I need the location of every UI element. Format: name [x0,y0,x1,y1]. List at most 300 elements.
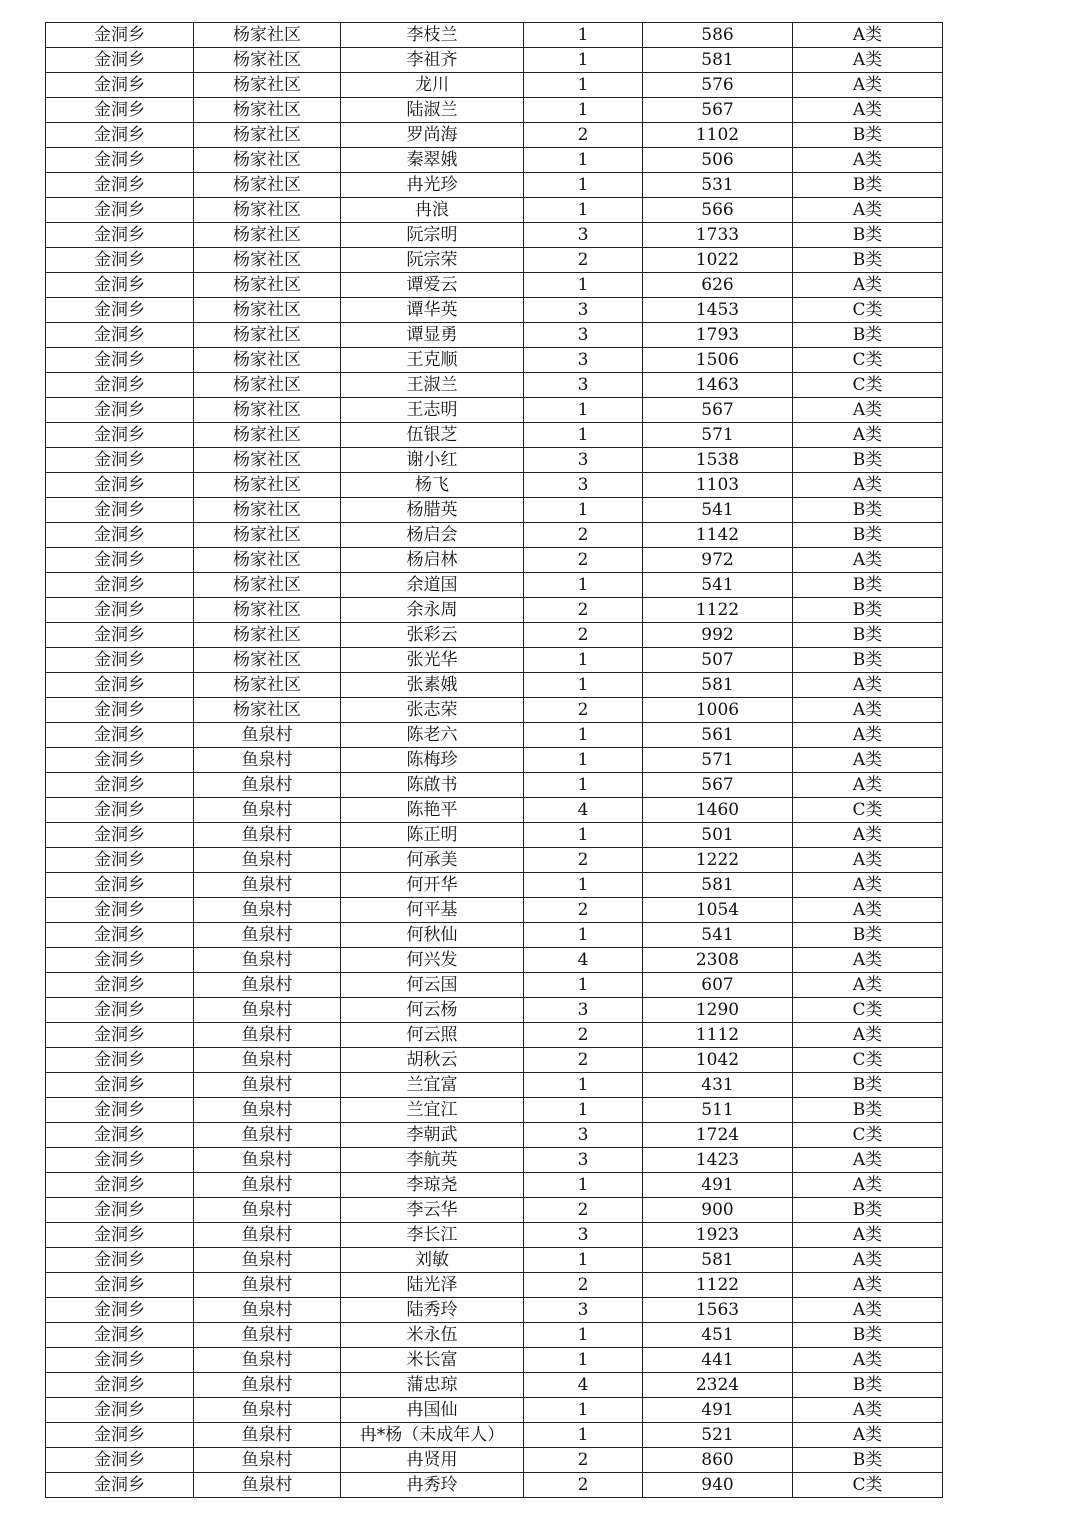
household-size-cell: 1 [524,1098,643,1123]
village-cell: 鱼泉村 [194,773,341,798]
household-size-cell: 1 [524,173,643,198]
household-size-cell: 3 [524,998,643,1023]
village-cell: 鱼泉村 [194,1298,341,1323]
name-cell: 冉*杨（未成年人） [341,1423,524,1448]
name-cell: 谢小红 [341,448,524,473]
name-cell: 秦翠娥 [341,148,524,173]
amount-cell: 1563 [643,1298,793,1323]
household-size-cell: 3 [524,1298,643,1323]
category-cell: B类 [793,1373,943,1398]
amount-cell: 1538 [643,448,793,473]
amount-cell: 501 [643,823,793,848]
table-row [46,223,943,248]
category-cell: A类 [793,1348,943,1373]
village-cell: 杨家社区 [194,73,341,98]
amount-cell: 860 [643,1448,793,1473]
table-row [46,723,943,748]
category-cell: B类 [793,498,943,523]
category-cell: C类 [793,998,943,1023]
category-cell: A类 [793,473,943,498]
household-size-cell: 1 [524,648,643,673]
category-cell: B类 [793,1448,943,1473]
household-size-cell: 2 [524,1448,643,1473]
category-cell: A类 [793,1023,943,1048]
category-cell: B类 [793,248,943,273]
household-size-cell: 1 [524,973,643,998]
amount-cell: 581 [643,673,793,698]
township-cell: 金洞乡 [46,1448,194,1473]
table-row [46,148,943,173]
village-cell: 杨家社区 [194,573,341,598]
village-cell: 鱼泉村 [194,1148,341,1173]
name-cell: 杨启会 [341,523,524,548]
township-cell: 金洞乡 [46,1223,194,1248]
household-size-cell: 1 [524,1248,643,1273]
township-cell: 金洞乡 [46,948,194,973]
amount-cell: 571 [643,423,793,448]
township-cell: 金洞乡 [46,123,194,148]
village-cell: 鱼泉村 [194,823,341,848]
household-size-cell: 2 [524,123,643,148]
household-size-cell: 2 [524,523,643,548]
township-cell: 金洞乡 [46,98,194,123]
township-cell: 金洞乡 [46,823,194,848]
name-cell: 何云杨 [341,998,524,1023]
township-cell: 金洞乡 [46,273,194,298]
amount-cell: 992 [643,623,793,648]
table-row [46,1273,943,1298]
village-cell: 杨家社区 [194,498,341,523]
village-cell: 杨家社区 [194,673,341,698]
village-cell: 鱼泉村 [194,848,341,873]
table-row [46,1398,943,1423]
name-cell: 阮宗荣 [341,248,524,273]
household-size-cell: 3 [524,448,643,473]
name-cell: 米长富 [341,1348,524,1373]
category-cell: C类 [793,798,943,823]
name-cell: 杨启林 [341,548,524,573]
village-cell: 鱼泉村 [194,1098,341,1123]
table-row [46,273,943,298]
village-cell: 杨家社区 [194,23,341,48]
village-cell: 鱼泉村 [194,1223,341,1248]
household-size-cell: 4 [524,948,643,973]
village-cell: 杨家社区 [194,173,341,198]
name-cell: 张素娥 [341,673,524,698]
village-cell: 鱼泉村 [194,1273,341,1298]
village-cell: 鱼泉村 [194,873,341,898]
amount-cell: 1102 [643,123,793,148]
category-cell: B类 [793,1073,943,1098]
name-cell: 阮宗明 [341,223,524,248]
amount-cell: 541 [643,498,793,523]
name-cell: 谭显勇 [341,323,524,348]
table-row [46,398,943,423]
category-cell: A类 [793,898,943,923]
name-cell: 谭华英 [341,298,524,323]
table-row [46,548,943,573]
name-cell: 伍银芝 [341,423,524,448]
village-cell: 杨家社区 [194,273,341,298]
township-cell: 金洞乡 [46,498,194,523]
name-cell: 陈老六 [341,723,524,748]
township-cell: 金洞乡 [46,1173,194,1198]
category-cell: A类 [793,973,943,998]
amount-cell: 451 [643,1323,793,1348]
category-cell: A类 [793,548,943,573]
table-row [46,198,943,223]
amount-cell: 607 [643,973,793,998]
amount-cell: 506 [643,148,793,173]
township-cell: 金洞乡 [46,398,194,423]
category-cell: B类 [793,448,943,473]
table-row [46,648,943,673]
category-cell: A类 [793,398,943,423]
table-row [46,23,943,48]
data-table [45,22,943,1498]
name-cell: 李云华 [341,1198,524,1223]
category-cell: A类 [793,23,943,48]
table-row [46,948,943,973]
township-cell: 金洞乡 [46,1023,194,1048]
category-cell: A类 [793,48,943,73]
category-cell: B类 [793,648,943,673]
name-cell: 米永伍 [341,1323,524,1348]
table-row [46,498,943,523]
name-cell: 张彩云 [341,623,524,648]
household-size-cell: 1 [524,198,643,223]
category-cell: A类 [793,1223,943,1248]
township-cell: 金洞乡 [46,1323,194,1348]
category-cell: A类 [793,1173,943,1198]
category-cell: B类 [793,1323,943,1348]
household-size-cell: 2 [524,623,643,648]
table-row [46,1073,943,1098]
township-cell: 金洞乡 [46,723,194,748]
township-cell: 金洞乡 [46,848,194,873]
township-cell: 金洞乡 [46,1473,194,1498]
township-cell: 金洞乡 [46,523,194,548]
name-cell: 王克顺 [341,348,524,373]
household-size-cell: 1 [524,273,643,298]
village-cell: 鱼泉村 [194,1248,341,1273]
township-cell: 金洞乡 [46,748,194,773]
household-size-cell: 4 [524,798,643,823]
name-cell: 冉光珍 [341,173,524,198]
category-cell: A类 [793,198,943,223]
township-cell: 金洞乡 [46,973,194,998]
name-cell: 陈啟书 [341,773,524,798]
amount-cell: 566 [643,198,793,223]
village-cell: 鱼泉村 [194,1198,341,1223]
village-cell: 杨家社区 [194,323,341,348]
township-cell: 金洞乡 [46,48,194,73]
name-cell: 兰宜富 [341,1073,524,1098]
village-cell: 杨家社区 [194,623,341,648]
village-cell: 杨家社区 [194,448,341,473]
village-cell: 杨家社区 [194,148,341,173]
amount-cell: 1122 [643,1273,793,1298]
amount-cell: 541 [643,923,793,948]
household-size-cell: 3 [524,373,643,398]
amount-cell: 521 [643,1423,793,1448]
name-cell: 刘敏 [341,1248,524,1273]
household-size-cell: 1 [524,923,643,948]
township-cell: 金洞乡 [46,923,194,948]
table-row [46,973,943,998]
township-cell: 金洞乡 [46,73,194,98]
amount-cell: 1460 [643,798,793,823]
table-row [46,448,943,473]
name-cell: 陈正明 [341,823,524,848]
table-row [46,1348,943,1373]
amount-cell: 1290 [643,998,793,1023]
township-cell: 金洞乡 [46,448,194,473]
household-size-cell: 1 [524,723,643,748]
village-cell: 鱼泉村 [194,748,341,773]
category-cell: C类 [793,1123,943,1148]
name-cell: 胡秋云 [341,1048,524,1073]
table-row [46,898,943,923]
name-cell: 陆淑兰 [341,98,524,123]
amount-cell: 491 [643,1173,793,1198]
name-cell: 张志荣 [341,698,524,723]
township-cell: 金洞乡 [46,773,194,798]
household-size-cell: 1 [524,1173,643,1198]
table-row [46,323,943,348]
amount-cell: 1923 [643,1223,793,1248]
table-row [46,48,943,73]
name-cell: 陆秀玲 [341,1298,524,1323]
table-row [46,1223,943,1248]
name-cell: 何平基 [341,898,524,923]
household-size-cell: 1 [524,423,643,448]
name-cell: 何开华 [341,873,524,898]
table-row [46,673,943,698]
village-cell: 鱼泉村 [194,1048,341,1073]
name-cell: 王淑兰 [341,373,524,398]
table-row [46,373,943,398]
village-cell: 鱼泉村 [194,1023,341,1048]
household-size-cell: 2 [524,698,643,723]
table-row [46,523,943,548]
township-cell: 金洞乡 [46,1123,194,1148]
name-cell: 谭爱云 [341,273,524,298]
category-cell: A类 [793,773,943,798]
household-size-cell: 1 [524,48,643,73]
village-cell: 鱼泉村 [194,723,341,748]
amount-cell: 1103 [643,473,793,498]
amount-cell: 491 [643,1398,793,1423]
name-cell: 王志明 [341,398,524,423]
household-size-cell: 1 [524,823,643,848]
category-cell: A类 [793,73,943,98]
village-cell: 杨家社区 [194,398,341,423]
household-size-cell: 1 [524,673,643,698]
village-cell: 鱼泉村 [194,1123,341,1148]
table-row [46,998,943,1023]
table-row [46,73,943,98]
village-cell: 杨家社区 [194,548,341,573]
category-cell: A类 [793,698,943,723]
village-cell: 鱼泉村 [194,1473,341,1498]
amount-cell: 1022 [643,248,793,273]
household-size-cell: 3 [524,1148,643,1173]
household-size-cell: 3 [524,1223,643,1248]
household-size-cell: 1 [524,498,643,523]
table-row [46,473,943,498]
category-cell: A类 [793,273,943,298]
amount-cell: 1733 [643,223,793,248]
table-row [46,1098,943,1123]
category-cell: C类 [793,1473,943,1498]
table-row [46,98,943,123]
category-cell: A类 [793,673,943,698]
name-cell: 李朝武 [341,1123,524,1148]
name-cell: 冉浪 [341,198,524,223]
category-cell: C类 [793,373,943,398]
name-cell: 李祖齐 [341,48,524,73]
amount-cell: 1054 [643,898,793,923]
amount-cell: 581 [643,873,793,898]
amount-cell: 561 [643,723,793,748]
township-cell: 金洞乡 [46,1298,194,1323]
township-cell: 金洞乡 [46,1423,194,1448]
amount-cell: 567 [643,773,793,798]
household-size-cell: 3 [524,323,643,348]
table-row [46,923,943,948]
table-row [46,248,943,273]
household-size-cell: 1 [524,23,643,48]
household-size-cell: 1 [524,98,643,123]
category-cell: A类 [793,1148,943,1173]
table-row [46,1248,943,1273]
name-cell: 罗尚海 [341,123,524,148]
township-cell: 金洞乡 [46,1198,194,1223]
township-cell: 金洞乡 [46,198,194,223]
name-cell: 陈梅珍 [341,748,524,773]
amount-cell: 626 [643,273,793,298]
village-cell: 鱼泉村 [194,798,341,823]
table-row [46,1423,943,1448]
amount-cell: 567 [643,398,793,423]
village-cell: 杨家社区 [194,248,341,273]
household-size-cell: 2 [524,848,643,873]
table-row [46,1448,943,1473]
township-cell: 金洞乡 [46,473,194,498]
township-cell: 金洞乡 [46,1048,194,1073]
amount-cell: 576 [643,73,793,98]
household-size-cell: 1 [524,573,643,598]
household-size-cell: 2 [524,1273,643,1298]
village-cell: 杨家社区 [194,98,341,123]
household-size-cell: 1 [524,73,643,98]
village-cell: 鱼泉村 [194,898,341,923]
village-cell: 鱼泉村 [194,1348,341,1373]
household-size-cell: 3 [524,473,643,498]
table-row [46,173,943,198]
household-size-cell: 2 [524,898,643,923]
table-row [46,1323,943,1348]
household-size-cell: 3 [524,1123,643,1148]
name-cell: 余永周 [341,598,524,623]
village-cell: 鱼泉村 [194,973,341,998]
category-cell: B类 [793,223,943,248]
township-cell: 金洞乡 [46,1373,194,1398]
household-size-cell: 2 [524,1023,643,1048]
amount-cell: 511 [643,1098,793,1123]
amount-cell: 507 [643,648,793,673]
category-cell: B类 [793,923,943,948]
category-cell: C类 [793,348,943,373]
township-cell: 金洞乡 [46,423,194,448]
township-cell: 金洞乡 [46,348,194,373]
household-size-cell: 2 [524,1048,643,1073]
table-row [46,773,943,798]
category-cell: A类 [793,823,943,848]
township-cell: 金洞乡 [46,548,194,573]
category-cell: C类 [793,1048,943,1073]
name-cell: 何秋仙 [341,923,524,948]
amount-cell: 541 [643,573,793,598]
amount-cell: 1042 [643,1048,793,1073]
amount-cell: 1453 [643,298,793,323]
name-cell: 李长江 [341,1223,524,1248]
township-cell: 金洞乡 [46,673,194,698]
amount-cell: 441 [643,1348,793,1373]
amount-cell: 1463 [643,373,793,398]
village-cell: 鱼泉村 [194,1173,341,1198]
table-row [46,848,943,873]
household-size-cell: 3 [524,298,643,323]
table-row [46,348,943,373]
table-row [46,1473,943,1498]
table-row [46,823,943,848]
household-size-cell: 1 [524,1073,643,1098]
table-row [46,623,943,648]
village-cell: 杨家社区 [194,523,341,548]
category-cell: A类 [793,723,943,748]
household-size-cell: 1 [524,1323,643,1348]
category-cell: A类 [793,98,943,123]
amount-cell: 1142 [643,523,793,548]
name-cell: 蒲忠琼 [341,1373,524,1398]
township-cell: 金洞乡 [46,1073,194,1098]
household-size-cell: 1 [524,398,643,423]
household-size-cell: 3 [524,348,643,373]
household-size-cell: 1 [524,1348,643,1373]
category-cell: A类 [793,1398,943,1423]
table-row [46,1048,943,1073]
village-cell: 杨家社区 [194,123,341,148]
township-cell: 金洞乡 [46,573,194,598]
name-cell: 何云照 [341,1023,524,1048]
village-cell: 鱼泉村 [194,1373,341,1398]
amount-cell: 1724 [643,1123,793,1148]
township-cell: 金洞乡 [46,698,194,723]
category-cell: C类 [793,298,943,323]
village-cell: 鱼泉村 [194,1073,341,1098]
household-size-cell: 2 [524,1473,643,1498]
name-cell: 陈艳平 [341,798,524,823]
table-row [46,1023,943,1048]
village-cell: 杨家社区 [194,473,341,498]
table-row [46,698,943,723]
amount-cell: 571 [643,748,793,773]
household-size-cell: 1 [524,873,643,898]
table-row [46,1148,943,1173]
category-cell: B类 [793,573,943,598]
